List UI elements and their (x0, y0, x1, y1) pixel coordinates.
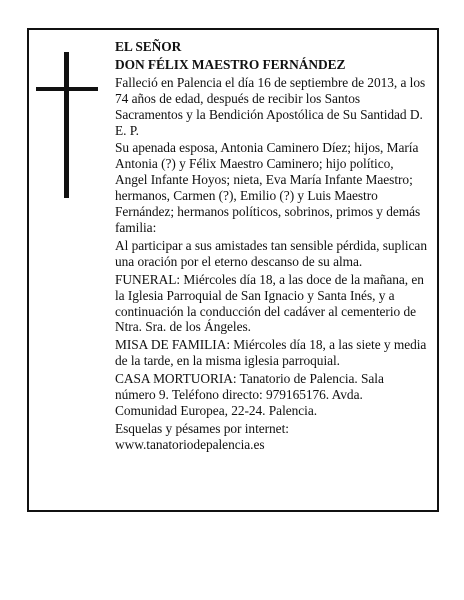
funeral-home-info: CASA MORTUORIA: Tanatorio de Palencia. Sala número 9. Teléfono directo: 979165176. Avda. Comunidad Europea, 22-24. Palencia. (115, 371, 384, 418)
cross-icon (36, 52, 98, 198)
obituary-text (115, 39, 427, 453)
prayer-request: Al participar a sus amistades tan sensible pérdida, suplican una oración por el eterno descanso de su alma. (115, 237, 427, 269)
death-notice: Falleció en Palencia el día 16 de septiembre de 2013, a los 74 años de edad, después de recibir los Santos Sacramentos y la Bendición Apostólica de Su Santidad D. E. P. (115, 74, 426, 138)
website-link[interactable]: www.tanatoriodepalencia.es (115, 436, 265, 452)
cross-vertical-bar (64, 52, 69, 198)
family-mass-info: MISA DE FAMILIA: Miércoles día 18, a las siete y media de la tarde, en la misma iglesia parroquial. (115, 337, 427, 369)
deceased-name: DON FÉLIX MAESTRO FERNÁNDEZ (115, 56, 346, 72)
online-label: Esquelas y pésames por internet: (115, 420, 289, 436)
title-line1: EL SEÑOR (115, 39, 182, 54)
funeral-info: FUNERAL: Miércoles día 18, a las doce de la mañana, en la Iglesia Parroquial de San Ignacio y Santa Inés, y a continuación la conducción del cadáver al cementerio de Ntra. Sra. de los Ángeles. (115, 271, 424, 335)
family-list: Su apenada esposa, Antonia Caminero Díez; hijos, María Antonia (?) y Félix Maestro Caminero; hijo político, Angel Infante Hoyos; nieta, Eva María Infante Maestro; hermanos, Carmen (?), Emilio (?) y Luis Maestro Fernández; hermanos políticos, sobrinos, primos y demás familia: (115, 140, 421, 235)
cross-horizontal-bar (36, 87, 98, 91)
